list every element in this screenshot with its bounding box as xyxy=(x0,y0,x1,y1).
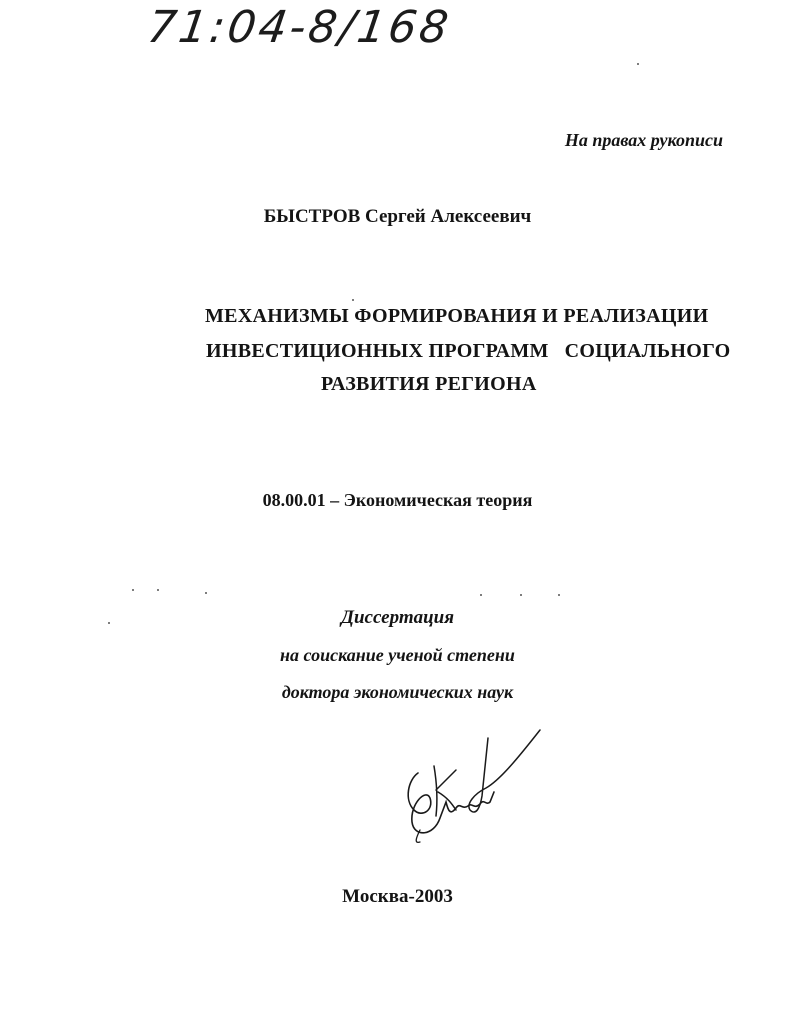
scan-speck xyxy=(108,622,110,624)
scan-speck xyxy=(205,592,207,594)
title-line-2: ИНВЕСТИЦИОННЫХ ПРОГРАММ СОЦИАЛЬНОГО xyxy=(206,340,731,362)
scan-speck xyxy=(480,594,482,596)
specialty-code: 08.00.01 – Экономическая теория xyxy=(262,490,533,510)
scan-speck xyxy=(637,63,639,65)
rights-notice: На правах рукописи xyxy=(564,130,723,150)
signature-stroke-k xyxy=(434,766,456,816)
scan-speck xyxy=(558,594,560,596)
scan-speck xyxy=(520,594,522,596)
author-name: БЫСТРОВ Сергей Алексеевич xyxy=(263,206,532,227)
handwritten-archive-code: 71:04-8/168 xyxy=(144,2,455,53)
scan-speck xyxy=(157,589,159,591)
title-line-3: РАЗВИТИЯ РЕГИОНА xyxy=(321,373,537,395)
city-year: Москва-2003 xyxy=(342,886,453,907)
signature-image xyxy=(390,718,550,848)
signature-stroke-flourish xyxy=(469,730,540,812)
degree-field: доктора экономических наук xyxy=(281,682,514,702)
title-line-1: МЕХАНИЗМЫ ФОРМИРОВАНИЯ И РЕАЛИЗАЦИИ xyxy=(205,305,709,327)
scan-speck xyxy=(352,299,354,301)
degree-type: Диссертация xyxy=(340,607,455,628)
degree-purpose: на соискание ученой степени xyxy=(280,645,515,665)
scan-speck xyxy=(132,589,134,591)
